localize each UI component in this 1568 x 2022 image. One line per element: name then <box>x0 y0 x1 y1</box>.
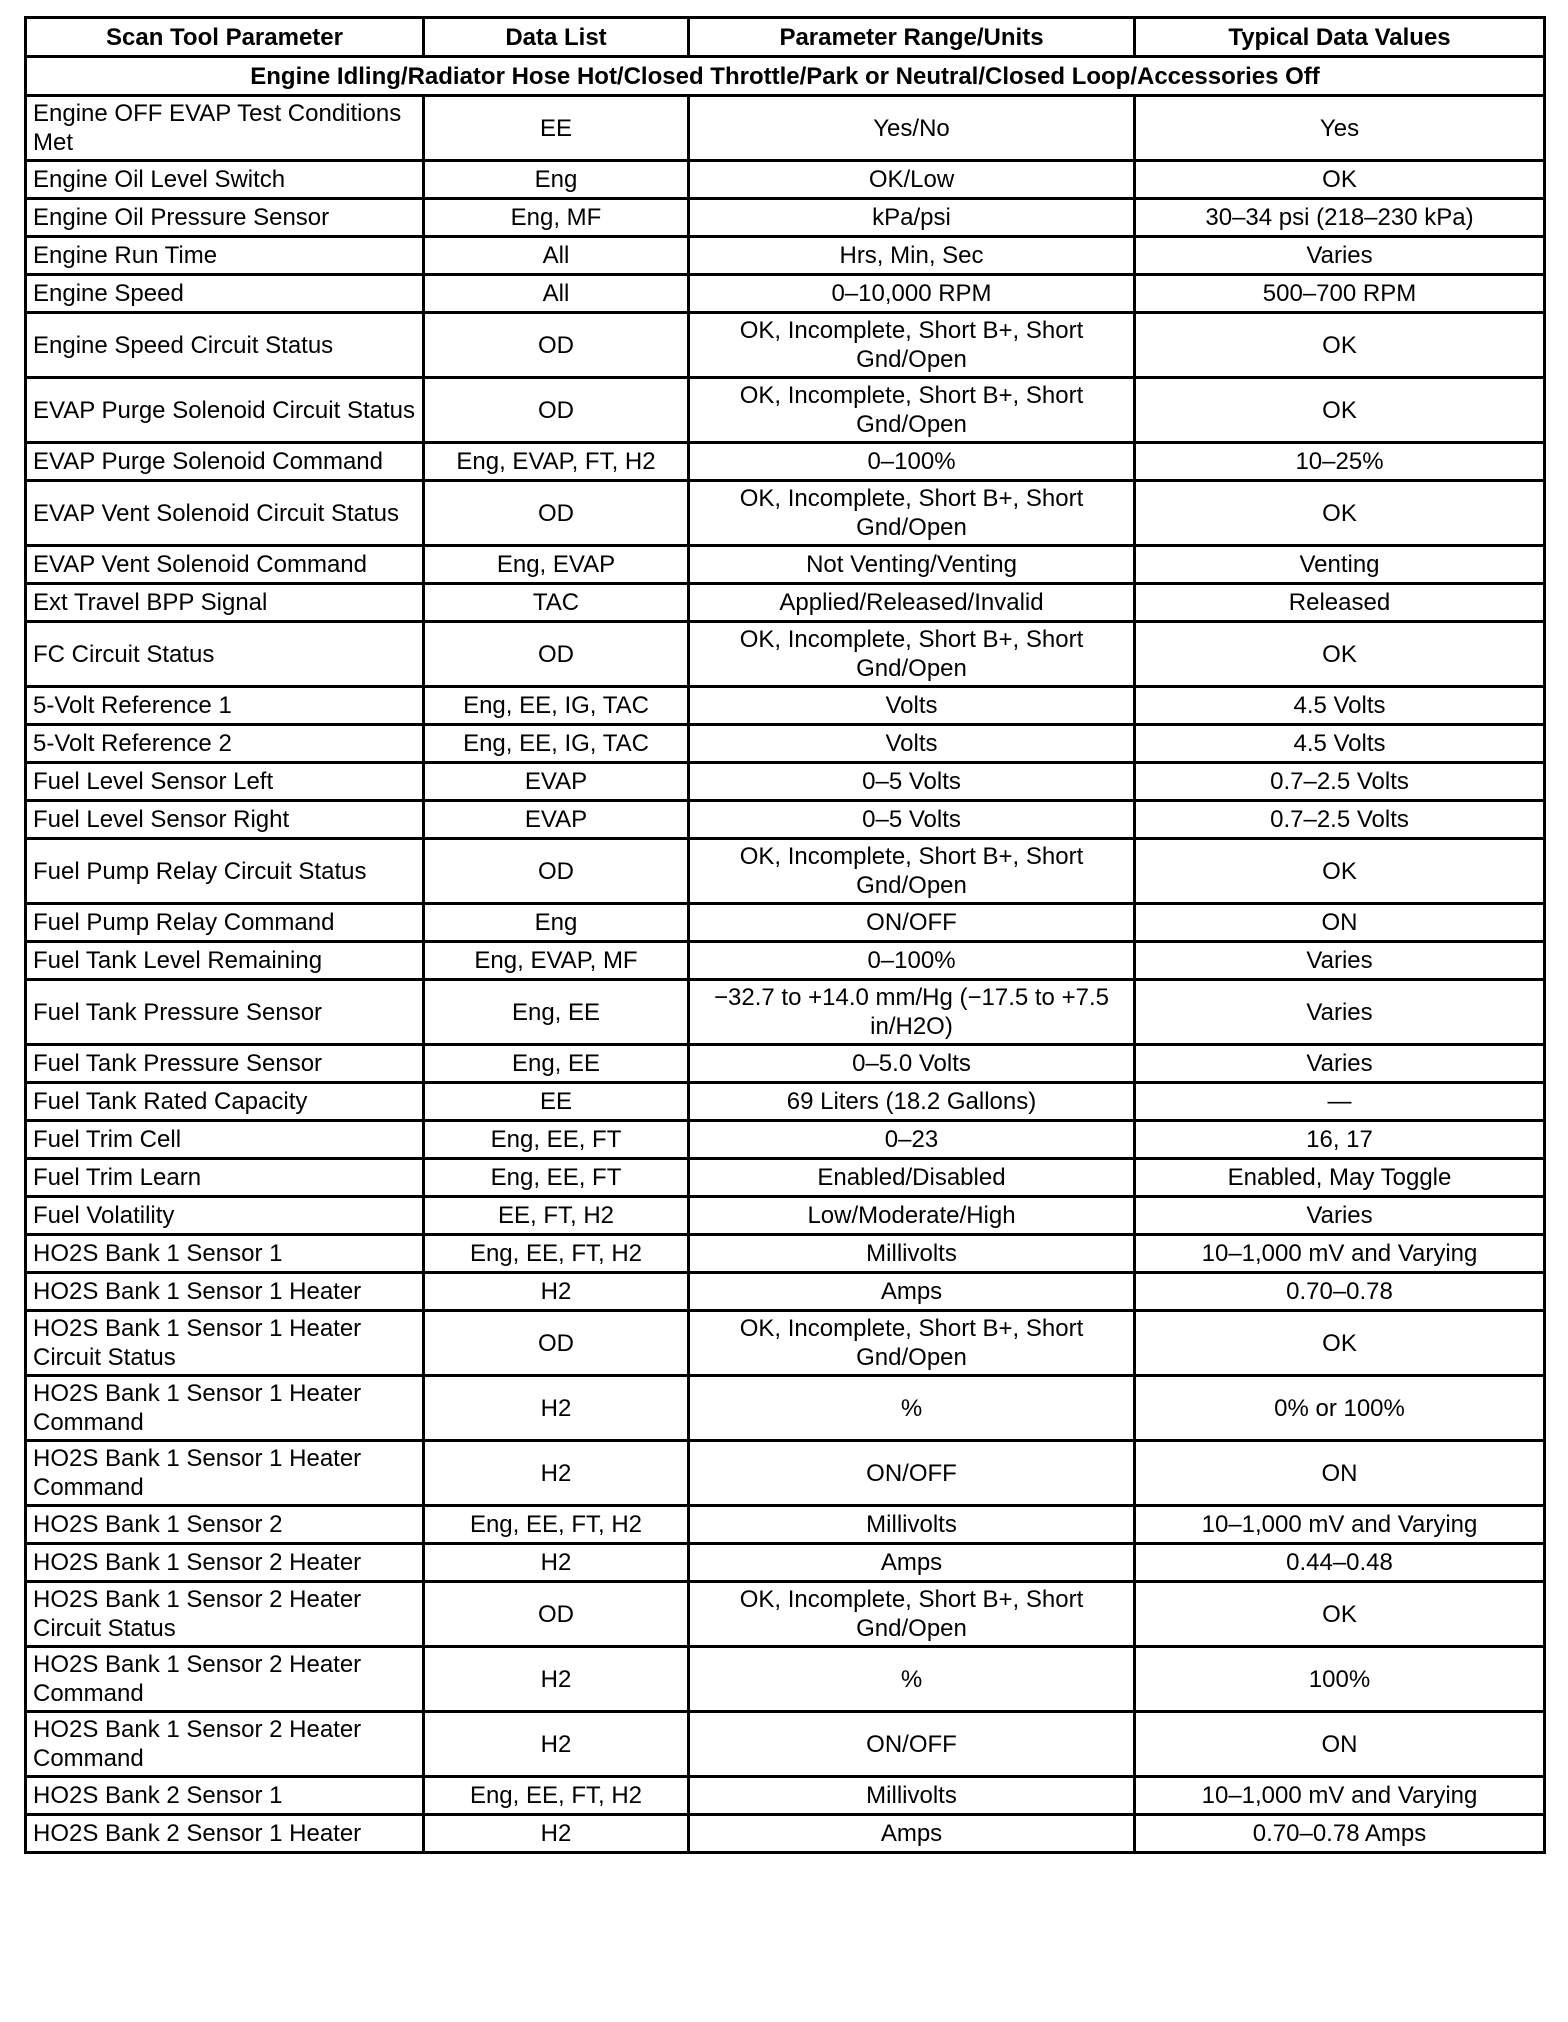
typical-value-cell: — <box>1135 1083 1545 1121</box>
table-body <box>26 57 1545 1853</box>
test-conditions-row <box>26 57 1545 96</box>
header-typical-data-values: Typical Data Values <box>1135 18 1545 57</box>
table-row <box>26 1815 1545 1853</box>
table-row <box>26 980 1545 1045</box>
table-row <box>26 1235 1545 1273</box>
data-list-cell: EE <box>424 1083 689 1121</box>
param-cell: Fuel Trim Learn <box>26 1159 424 1197</box>
typical-value-cell: 30–34 psi (218–230 kPa) <box>1135 199 1545 237</box>
data-list-cell: Eng, EE, FT <box>424 1159 689 1197</box>
param-cell: HO2S Bank 1 Sensor 2 Heater <box>26 1544 424 1582</box>
param-cell: HO2S Bank 1 Sensor 2 <box>26 1506 424 1544</box>
table-row <box>26 1544 1545 1582</box>
table-row <box>26 942 1545 980</box>
table-row <box>26 1311 1545 1376</box>
table-row <box>26 1045 1545 1083</box>
data-list-cell: Eng, EVAP <box>424 546 689 584</box>
typical-value-cell: ON <box>1135 1441 1545 1506</box>
param-cell: Fuel Tank Level Remaining <box>26 942 424 980</box>
range-units-cell: Low/Moderate/High <box>689 1197 1135 1235</box>
range-units-cell: 0–5.0 Volts <box>689 1045 1135 1083</box>
typical-value-cell: Varies <box>1135 942 1545 980</box>
header-parameter-range-units: Parameter Range/Units <box>689 18 1135 57</box>
header-scan-tool-parameter: Scan Tool Parameter <box>26 18 424 57</box>
data-list-cell: Eng, MF <box>424 199 689 237</box>
data-list-cell: EVAP <box>424 801 689 839</box>
typical-value-cell: Enabled, May Toggle <box>1135 1159 1545 1197</box>
typical-value-cell: Yes <box>1135 96 1545 161</box>
table-row <box>26 1376 1545 1441</box>
param-cell: Fuel Pump Relay Command <box>26 904 424 942</box>
range-units-cell: Amps <box>689 1815 1135 1853</box>
data-list-cell: TAC <box>424 584 689 622</box>
data-list-cell: Eng, EE <box>424 1045 689 1083</box>
typical-value-cell: 10–1,000 mV and Varying <box>1135 1777 1545 1815</box>
table-row <box>26 622 1545 687</box>
data-list-cell: H2 <box>424 1376 689 1441</box>
typical-value-cell: Varies <box>1135 237 1545 275</box>
typical-value-cell: 0.44–0.48 <box>1135 1544 1545 1582</box>
range-units-cell: ON/OFF <box>689 1441 1135 1506</box>
param-cell: Fuel Tank Pressure Sensor <box>26 980 424 1045</box>
param-cell: EVAP Vent Solenoid Circuit Status <box>26 481 424 546</box>
param-cell: Ext Travel BPP Signal <box>26 584 424 622</box>
typical-value-cell: 4.5 Volts <box>1135 725 1545 763</box>
table-row <box>26 1506 1545 1544</box>
header-data-list: Data List <box>424 18 689 57</box>
range-units-cell: Millivolts <box>689 1235 1135 1273</box>
param-cell: HO2S Bank 1 Sensor 2 Heater Command <box>26 1712 424 1777</box>
typical-value-cell: OK <box>1135 839 1545 904</box>
data-list-cell: OD <box>424 839 689 904</box>
param-cell: HO2S Bank 2 Sensor 1 Heater <box>26 1815 424 1853</box>
range-units-cell: 69 Liters (18.2 Gallons) <box>689 1083 1135 1121</box>
typical-value-cell: Released <box>1135 584 1545 622</box>
param-cell: Engine OFF EVAP Test Conditions Met <box>26 96 424 161</box>
range-units-cell: OK, Incomplete, Short B+, Short Gnd/Open <box>689 313 1135 378</box>
table-row <box>26 1647 1545 1712</box>
range-units-cell: Hrs, Min, Sec <box>689 237 1135 275</box>
data-list-cell: H2 <box>424 1712 689 1777</box>
table-row <box>26 1159 1545 1197</box>
range-units-cell: Applied/Released/Invalid <box>689 584 1135 622</box>
param-cell: Fuel Trim Cell <box>26 1121 424 1159</box>
range-units-cell: Volts <box>689 687 1135 725</box>
table-row <box>26 725 1545 763</box>
param-cell: 5-Volt Reference 2 <box>26 725 424 763</box>
table-row <box>26 1197 1545 1235</box>
data-list-cell: OD <box>424 313 689 378</box>
table-row <box>26 1582 1545 1647</box>
param-cell: Engine Speed Circuit Status <box>26 313 424 378</box>
table-row <box>26 481 1545 546</box>
data-list-cell: Eng, EE, FT <box>424 1121 689 1159</box>
range-units-cell: ON/OFF <box>689 1712 1135 1777</box>
range-units-cell: % <box>689 1376 1135 1441</box>
range-units-cell: 0–23 <box>689 1121 1135 1159</box>
data-list-cell: H2 <box>424 1544 689 1582</box>
param-cell: Engine Oil Level Switch <box>26 161 424 199</box>
typical-value-cell: 4.5 Volts <box>1135 687 1545 725</box>
typical-value-cell: 500–700 RPM <box>1135 275 1545 313</box>
typical-value-cell: 0.7–2.5 Volts <box>1135 801 1545 839</box>
range-units-cell: Not Venting/Venting <box>689 546 1135 584</box>
table-row <box>26 763 1545 801</box>
param-cell: HO2S Bank 1 Sensor 1 Heater Command <box>26 1441 424 1506</box>
typical-value-cell: OK <box>1135 481 1545 546</box>
range-units-cell: 0–5 Volts <box>689 763 1135 801</box>
table-row <box>26 1777 1545 1815</box>
typical-value-cell: 0.70–0.78 <box>1135 1273 1545 1311</box>
range-units-cell: ON/OFF <box>689 904 1135 942</box>
typical-value-cell: OK <box>1135 1582 1545 1647</box>
data-list-cell: EE <box>424 96 689 161</box>
table-row <box>26 161 1545 199</box>
table-row <box>26 237 1545 275</box>
data-list-cell: Eng, EE, FT, H2 <box>424 1506 689 1544</box>
range-units-cell: Amps <box>689 1273 1135 1311</box>
data-list-cell: OD <box>424 1582 689 1647</box>
typical-value-cell: OK <box>1135 161 1545 199</box>
typical-value-cell: ON <box>1135 1712 1545 1777</box>
table-row <box>26 839 1545 904</box>
param-cell: Fuel Level Sensor Right <box>26 801 424 839</box>
table-row <box>26 904 1545 942</box>
param-cell: FC Circuit Status <box>26 622 424 687</box>
param-cell: Fuel Tank Rated Capacity <box>26 1083 424 1121</box>
data-list-cell: EE, FT, H2 <box>424 1197 689 1235</box>
param-cell: HO2S Bank 1 Sensor 1 Heater Circuit Status <box>26 1311 424 1376</box>
range-units-cell: % <box>689 1647 1135 1712</box>
param-cell: HO2S Bank 1 Sensor 2 Heater Command <box>26 1647 424 1712</box>
typical-value-cell: Varies <box>1135 1045 1545 1083</box>
param-cell: Engine Run Time <box>26 237 424 275</box>
table-row <box>26 687 1545 725</box>
data-list-cell: Eng, EE, FT, H2 <box>424 1777 689 1815</box>
data-list-cell: Eng <box>424 161 689 199</box>
typical-value-cell: 100% <box>1135 1647 1545 1712</box>
typical-value-cell: 10–1,000 mV and Varying <box>1135 1235 1545 1273</box>
table-row <box>26 1083 1545 1121</box>
data-list-cell: OD <box>424 378 689 443</box>
typical-value-cell: 0% or 100% <box>1135 1376 1545 1441</box>
range-units-cell: OK, Incomplete, Short B+, Short Gnd/Open <box>689 839 1135 904</box>
data-list-cell: H2 <box>424 1273 689 1311</box>
data-list-cell: Eng, EE, IG, TAC <box>424 687 689 725</box>
param-cell: 5-Volt Reference 1 <box>26 687 424 725</box>
range-units-cell: 0–100% <box>689 942 1135 980</box>
param-cell: EVAP Vent Solenoid Command <box>26 546 424 584</box>
range-units-cell: kPa/psi <box>689 199 1135 237</box>
typical-value-cell: Varies <box>1135 980 1545 1045</box>
range-units-cell: Yes/No <box>689 96 1135 161</box>
table-row <box>26 313 1545 378</box>
range-units-cell: OK, Incomplete, Short B+, Short Gnd/Open <box>689 622 1135 687</box>
data-list-cell: H2 <box>424 1441 689 1506</box>
param-cell: Fuel Level Sensor Left <box>26 763 424 801</box>
param-cell: HO2S Bank 1 Sensor 2 Heater Circuit Status <box>26 1582 424 1647</box>
data-list-cell: OD <box>424 622 689 687</box>
typical-value-cell: 10–1,000 mV and Varying <box>1135 1506 1545 1544</box>
typical-value-cell: OK <box>1135 622 1545 687</box>
data-list-cell: Eng, EE, FT, H2 <box>424 1235 689 1273</box>
range-units-cell: OK, Incomplete, Short B+, Short Gnd/Open <box>689 1582 1135 1647</box>
param-cell: HO2S Bank 1 Sensor 1 Heater Command <box>26 1376 424 1441</box>
range-units-cell: −32.7 to +14.0 mm/Hg (−17.5 to +7.5 in/H2O) <box>689 980 1135 1045</box>
typical-value-cell: 10–25% <box>1135 443 1545 481</box>
table-row <box>26 1273 1545 1311</box>
range-units-cell: OK, Incomplete, Short B+, Short Gnd/Open <box>689 378 1135 443</box>
table-row <box>26 443 1545 481</box>
param-cell: EVAP Purge Solenoid Circuit Status <box>26 378 424 443</box>
typical-value-cell: Venting <box>1135 546 1545 584</box>
typical-value-cell: 0.7–2.5 Volts <box>1135 763 1545 801</box>
param-cell: HO2S Bank 1 Sensor 1 <box>26 1235 424 1273</box>
table-row <box>26 1441 1545 1506</box>
param-cell: Fuel Pump Relay Circuit Status <box>26 839 424 904</box>
test-conditions: Engine Idling/Radiator Hose Hot/Closed Throttle/Park or Neutral/Closed Loop/Accessories Off <box>26 57 1545 96</box>
table-row <box>26 1712 1545 1777</box>
range-units-cell: Millivolts <box>689 1506 1135 1544</box>
typical-value-cell: Varies <box>1135 1197 1545 1235</box>
range-units-cell: Volts <box>689 725 1135 763</box>
param-cell: Engine Oil Pressure Sensor <box>26 199 424 237</box>
param-cell: HO2S Bank 2 Sensor 1 <box>26 1777 424 1815</box>
typical-value-cell: ON <box>1135 904 1545 942</box>
range-units-cell: 0–100% <box>689 443 1135 481</box>
data-list-cell: All <box>424 237 689 275</box>
data-list-cell: H2 <box>424 1647 689 1712</box>
typical-value-cell: 16, 17 <box>1135 1121 1545 1159</box>
header-row <box>26 18 1545 57</box>
data-list-cell: Eng, EVAP, MF <box>424 942 689 980</box>
param-cell: HO2S Bank 1 Sensor 1 Heater <box>26 1273 424 1311</box>
range-units-cell: OK/Low <box>689 161 1135 199</box>
table-row <box>26 1121 1545 1159</box>
typical-value-cell: OK <box>1135 1311 1545 1376</box>
typical-value-cell: 0.70–0.78 Amps <box>1135 1815 1545 1853</box>
data-list-cell: Eng <box>424 904 689 942</box>
param-cell: Engine Speed <box>26 275 424 313</box>
range-units-cell: 0–5 Volts <box>689 801 1135 839</box>
param-cell: Fuel Volatility <box>26 1197 424 1235</box>
table-row <box>26 584 1545 622</box>
scan-tool-data-table <box>24 16 1546 1854</box>
range-units-cell: OK, Incomplete, Short B+, Short Gnd/Open <box>689 481 1135 546</box>
table-row <box>26 199 1545 237</box>
table-header <box>26 18 1545 57</box>
param-cell: EVAP Purge Solenoid Command <box>26 443 424 481</box>
range-units-cell: Amps <box>689 1544 1135 1582</box>
table-row <box>26 546 1545 584</box>
typical-value-cell: OK <box>1135 313 1545 378</box>
table-row <box>26 275 1545 313</box>
data-list-cell: All <box>424 275 689 313</box>
range-units-cell: Millivolts <box>689 1777 1135 1815</box>
table-row <box>26 96 1545 161</box>
data-list-cell: Eng, EVAP, FT, H2 <box>424 443 689 481</box>
data-list-cell: H2 <box>424 1815 689 1853</box>
data-list-cell: OD <box>424 1311 689 1376</box>
table-row <box>26 378 1545 443</box>
data-list-cell: EVAP <box>424 763 689 801</box>
data-list-cell: OD <box>424 481 689 546</box>
table-row <box>26 801 1545 839</box>
range-units-cell: Enabled/Disabled <box>689 1159 1135 1197</box>
data-list-cell: Eng, EE, IG, TAC <box>424 725 689 763</box>
param-cell: Fuel Tank Pressure Sensor <box>26 1045 424 1083</box>
data-list-cell: Eng, EE <box>424 980 689 1045</box>
range-units-cell: 0–10,000 RPM <box>689 275 1135 313</box>
range-units-cell: OK, Incomplete, Short B+, Short Gnd/Open <box>689 1311 1135 1376</box>
typical-value-cell: OK <box>1135 378 1545 443</box>
